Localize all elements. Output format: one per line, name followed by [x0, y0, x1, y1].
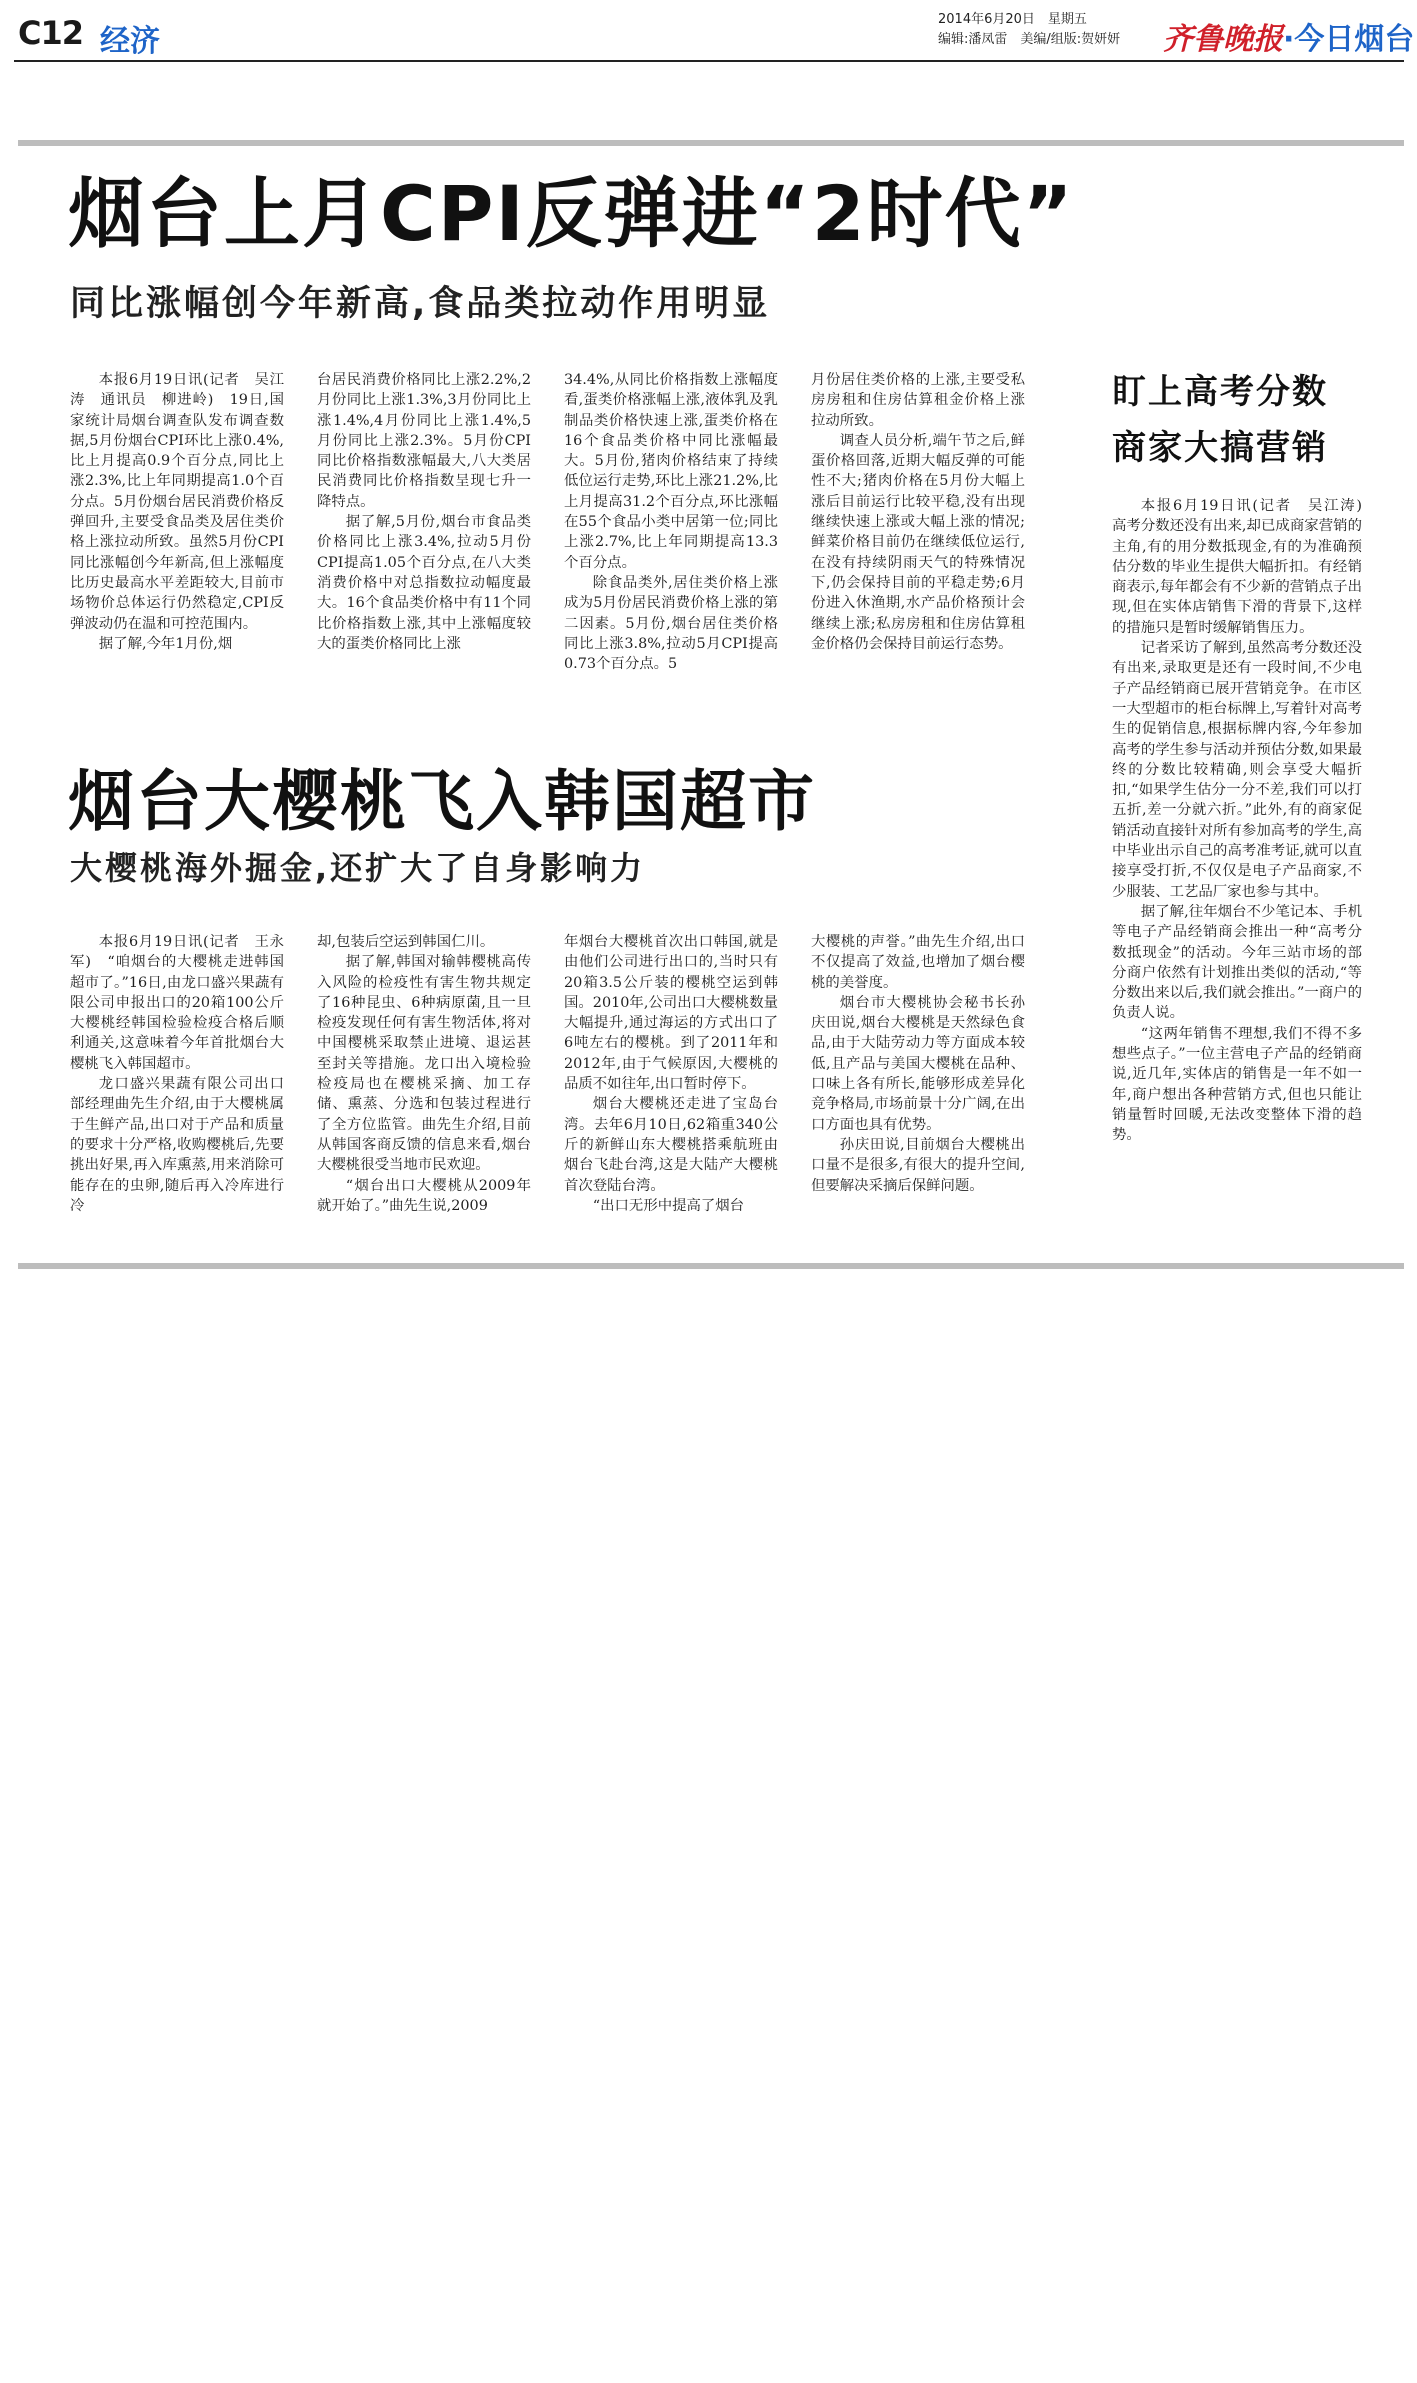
article1-paragraph: 台居民消费价格同比上涨2.2%,2月份同比上涨1.3%,3月份同比上涨1.4%,4月份同比上涨1.4%,5月份同比上涨2.3%。5月份CPI同比价格指数涨幅最大,八大类居民消费同比价格指数呈现七升一降特点。	[317, 372, 531, 510]
article2-paragraph: “出口无形中提高了烟台	[592, 1197, 745, 1214]
article2-paragraph: 孙庆田说,目前烟台大樱桃出口量不是很多,有很大的提升空间,但要解决采摘后保鲜问题。	[811, 1136, 1025, 1194]
article1-paragraph: 调查人员分析,端午节之后,鲜蛋价格回落,近期大幅反弹的可能性不大;猪肉价格在5月份大幅上涨后目前运行比较平稳,没有出现继续快速上涨或大幅上涨的情况;鲜菜价格目前仍在继续低位运行,在没有持续阴雨天气的特殊情况下,仍会保持目前的平稳走势;6月份进入休渔期,水产品价格预计会继续上涨;私房房租和住房估算租金价格仍会保持目前运行态势。	[811, 432, 1025, 652]
article2-paragraph: 烟台大樱桃还走进了宝岛台湾。去年6月10日,62箱重340公斤的新鲜山东大樱桃搭乘航班由烟台飞赴台湾,这是大陆产大樱桃首次登陆台湾。	[564, 1096, 778, 1194]
sidebar-paragraph: 本报6月19日讯(记者 吴江涛) 高考分数还没有出来,却已成商家营销的主角,有的用分数抵现金,有的为准确预估分数的毕业生提供大幅折扣。有经销商表示,每年都会有不少新的营销点子出现,但在实体店销售下滑的背景下,这样的措施只是暂时缓解销售压力。	[1112, 498, 1377, 636]
editor-line: 编辑:潘凤雷 美编/组版:贺妍妍	[938, 32, 1121, 47]
article1-column-1	[70, 370, 284, 710]
article1-subhead: 同比涨幅创今年新高,食品类拉动作用明显	[70, 284, 771, 324]
article1-column-2	[317, 370, 531, 710]
date-line: 2014年6月20日 星期五	[938, 12, 1087, 27]
article2-column-1	[70, 932, 284, 1252]
brand-sub: ·今日烟台	[1283, 22, 1415, 57]
section-top-rule	[18, 140, 1404, 146]
sidebar-paragraph: 据了解,往年烟台不少笔记本、手机等电子产品经销商会推出一种“高考分数抵现金”的活动。今年三站市场的部分商户依然有计划推出类似的活动,“等分数出来以后,我们就会推出。”一商户的负责人说。	[1112, 903, 1362, 1022]
article1-paragraph: 本报6月19日讯(记者 吴江涛 通讯员 柳进岭) 19日,国家统计局烟台调查队发布调查数据,5月份烟台CPI环比上涨0.4%,比上月提高0.9个百分点,同比上涨2.3%,比上年同期提高1.0个百分点。5月份烟台居民消费价格反弹回升,主要受食品类及居住类价格上涨拉动所致。虽然5月份CPI同比涨幅创今年新高,但上涨幅度比历史最高水平差距较大,目前市场物价总体运行仍然稳定,CPI反弹波动仍在温和可控范围内。	[70, 372, 284, 632]
article2-paragraph: 年烟台大樱桃首次出口韩国,就是由他们公司进行出口的,当时只有20箱3.5公斤装的樱桃空运到韩国。2010年,公司出口大樱桃数量大幅提升,通过海运的方式出口了6吨左右的樱桃。到了2011年和2012年,由于气候原因,大樱桃的品质不如往年,出口暂时停下。	[564, 934, 778, 1093]
brand-name: 齐鲁晚报	[1163, 22, 1283, 57]
newspaper-brand	[1163, 14, 1414, 58]
article1-headline: 烟台上月CPI反弹进“2时代”	[68, 169, 1075, 258]
page-number: C12	[18, 14, 84, 52]
article2-column-3	[564, 932, 778, 1252]
article1-paragraph: 据了解,5月份,烟台市食品类价格同比上涨3.4%,拉动5月份CPI提高1.05个百分点,在八大类消费价格中对总指数拉动幅度最大。16个食品类价格中有11个同比价格指数上涨,其中上涨幅度较大的蛋类价格同比上涨	[317, 514, 531, 652]
article2-column-2	[317, 932, 531, 1252]
sidebar-paragraph: “这两年销售不理想,我们不得不多想些点子。”一位主营电子产品的经销商说,近几年,实体店的销售是一年不如一年,商户想出各种营销方式,但也只能让销量暂时回暖,无法改变整体下滑的趋势。	[1112, 1025, 1362, 1144]
sidebar-paragraph: 记者采访了解到,虽然高考分数还没有出来,录取更是还有一段时间,不少电子产品经销商已展开营销竞争。在市区一大型超市的柜台标牌上,写着针对高考生的促销信息,根据标牌内容,今年参加高考的学生参与活动并预估分数,如果最终的分数比较精确,则会享受大幅折扣,“如果学生估分一分不差,我们可以打五折,差一分就六折。”此外,有的商家促销活动直接针对所有参加高考的学生,高中毕业出示自己的高考准考证,就可以直接享受打折,不仅仅是电子产品商家,不少服装、工艺品厂家也参与其中。	[1112, 640, 1362, 900]
sidebar-headline-line1: 盯上高考分数	[1112, 372, 1328, 412]
section-name: 经济	[100, 24, 160, 59]
article2-paragraph: “烟台出口大樱桃从2009年就开始了。”曲先生说,2009	[317, 1177, 531, 1214]
article2-paragraph: 大樱桃的声誉。”曲先生介绍,出口不仅提高了效益,也增加了烟台樱桃的美誉度。	[811, 934, 1025, 991]
article1-paragraph: 除食品类外,居住类价格上涨成为5月份居民消费价格上涨的第二因素。5月份,烟台居住类价格同比上涨3.8%,拉动5月CPI提高0.73个百分点。5	[564, 574, 778, 673]
article1-paragraph: 34.4%,从同比价格指数上涨幅度看,蛋类价格涨幅上涨,液体乳及乳制品类价格快速上涨,蛋类价格在16个食品类价格中同比涨幅最大。5月份,猪肉价格结束了持续低位运行走势,环比上涨21.2%,比上月提高31.2个百分点,环比涨幅在55个食品小类中居第一位;同比上涨2.7%,比上年同期提高13.3个百分点。	[564, 372, 778, 571]
article2-subhead: 大樱桃海外掘金,还扩大了自身影响力	[70, 849, 646, 887]
article1-column-4	[811, 370, 1025, 710]
masthead	[0, 0, 1417, 64]
sidebar-headline-line2: 商家大搞营销	[1112, 428, 1328, 468]
article2-paragraph: 本报6月19日讯(记者 王永军) “咱烟台的大樱桃走进韩国超市了。”16日,由龙口盛兴果蔬有限公司申报出口的20箱100公斤大樱桃经韩国检验检疫合格后顺利通关,这意味着今年首批烟台大樱桃飞入韩国超市。	[70, 934, 284, 1072]
masthead-rule	[14, 60, 1404, 62]
article1-paragraph: 据了解,今年1月份,烟	[98, 635, 233, 652]
article2-column-4	[811, 932, 1025, 1252]
article2-paragraph: 却,包装后空运到韩国仁川。	[317, 934, 495, 950]
article2-paragraph: 烟台市大樱桃协会秘书长孙庆田说,烟台大樱桃是天然绿色食品,由于大陆劳动力等方面成本较低,且产品与美国大樱桃在品种、口味上各有所长,能够形成差异化竞争格局,市场前景十分广阔,在出口方面也具有优势。	[811, 994, 1025, 1133]
sidebar-body	[1112, 496, 1377, 1252]
article2-headline: 烟台大樱桃飞入韩国超市	[68, 763, 816, 840]
article2-paragraph: 龙口盛兴果蔬有限公司出口部经理曲先生介绍,由于大樱桃属于生鲜产品,出口对于产品和质量的要求十分严格,收购樱桃后,先要挑出好果,再入库熏蒸,用来消除可能存在的虫卵,随后再入冷库进行冷	[70, 1076, 284, 1214]
masthead-meta	[938, 10, 1158, 50]
page-bottom-rule	[18, 1263, 1404, 1269]
article1-paragraph: 月份居住类价格的上涨,主要受私房房租和住房估算租金价格上涨拉动所致。	[811, 372, 1025, 429]
article1-column-3	[564, 370, 778, 710]
article2-paragraph: 据了解,韩国对输韩樱桃高传入风险的检疫性有害生物共规定了16种昆虫、6种病原菌,且一旦检疫发现任何有害生物活体,将对中国樱桃采取禁止进境、退运甚至封关等措施。龙口出入境检验检疫局也在樱桃采摘、加工存储、熏蒸、分选和包装过程进行了全方位监管。曲先生介绍,目前从韩国客商反馈的信息来看,烟台大樱桃很受当地市民欢迎。	[317, 954, 531, 1174]
